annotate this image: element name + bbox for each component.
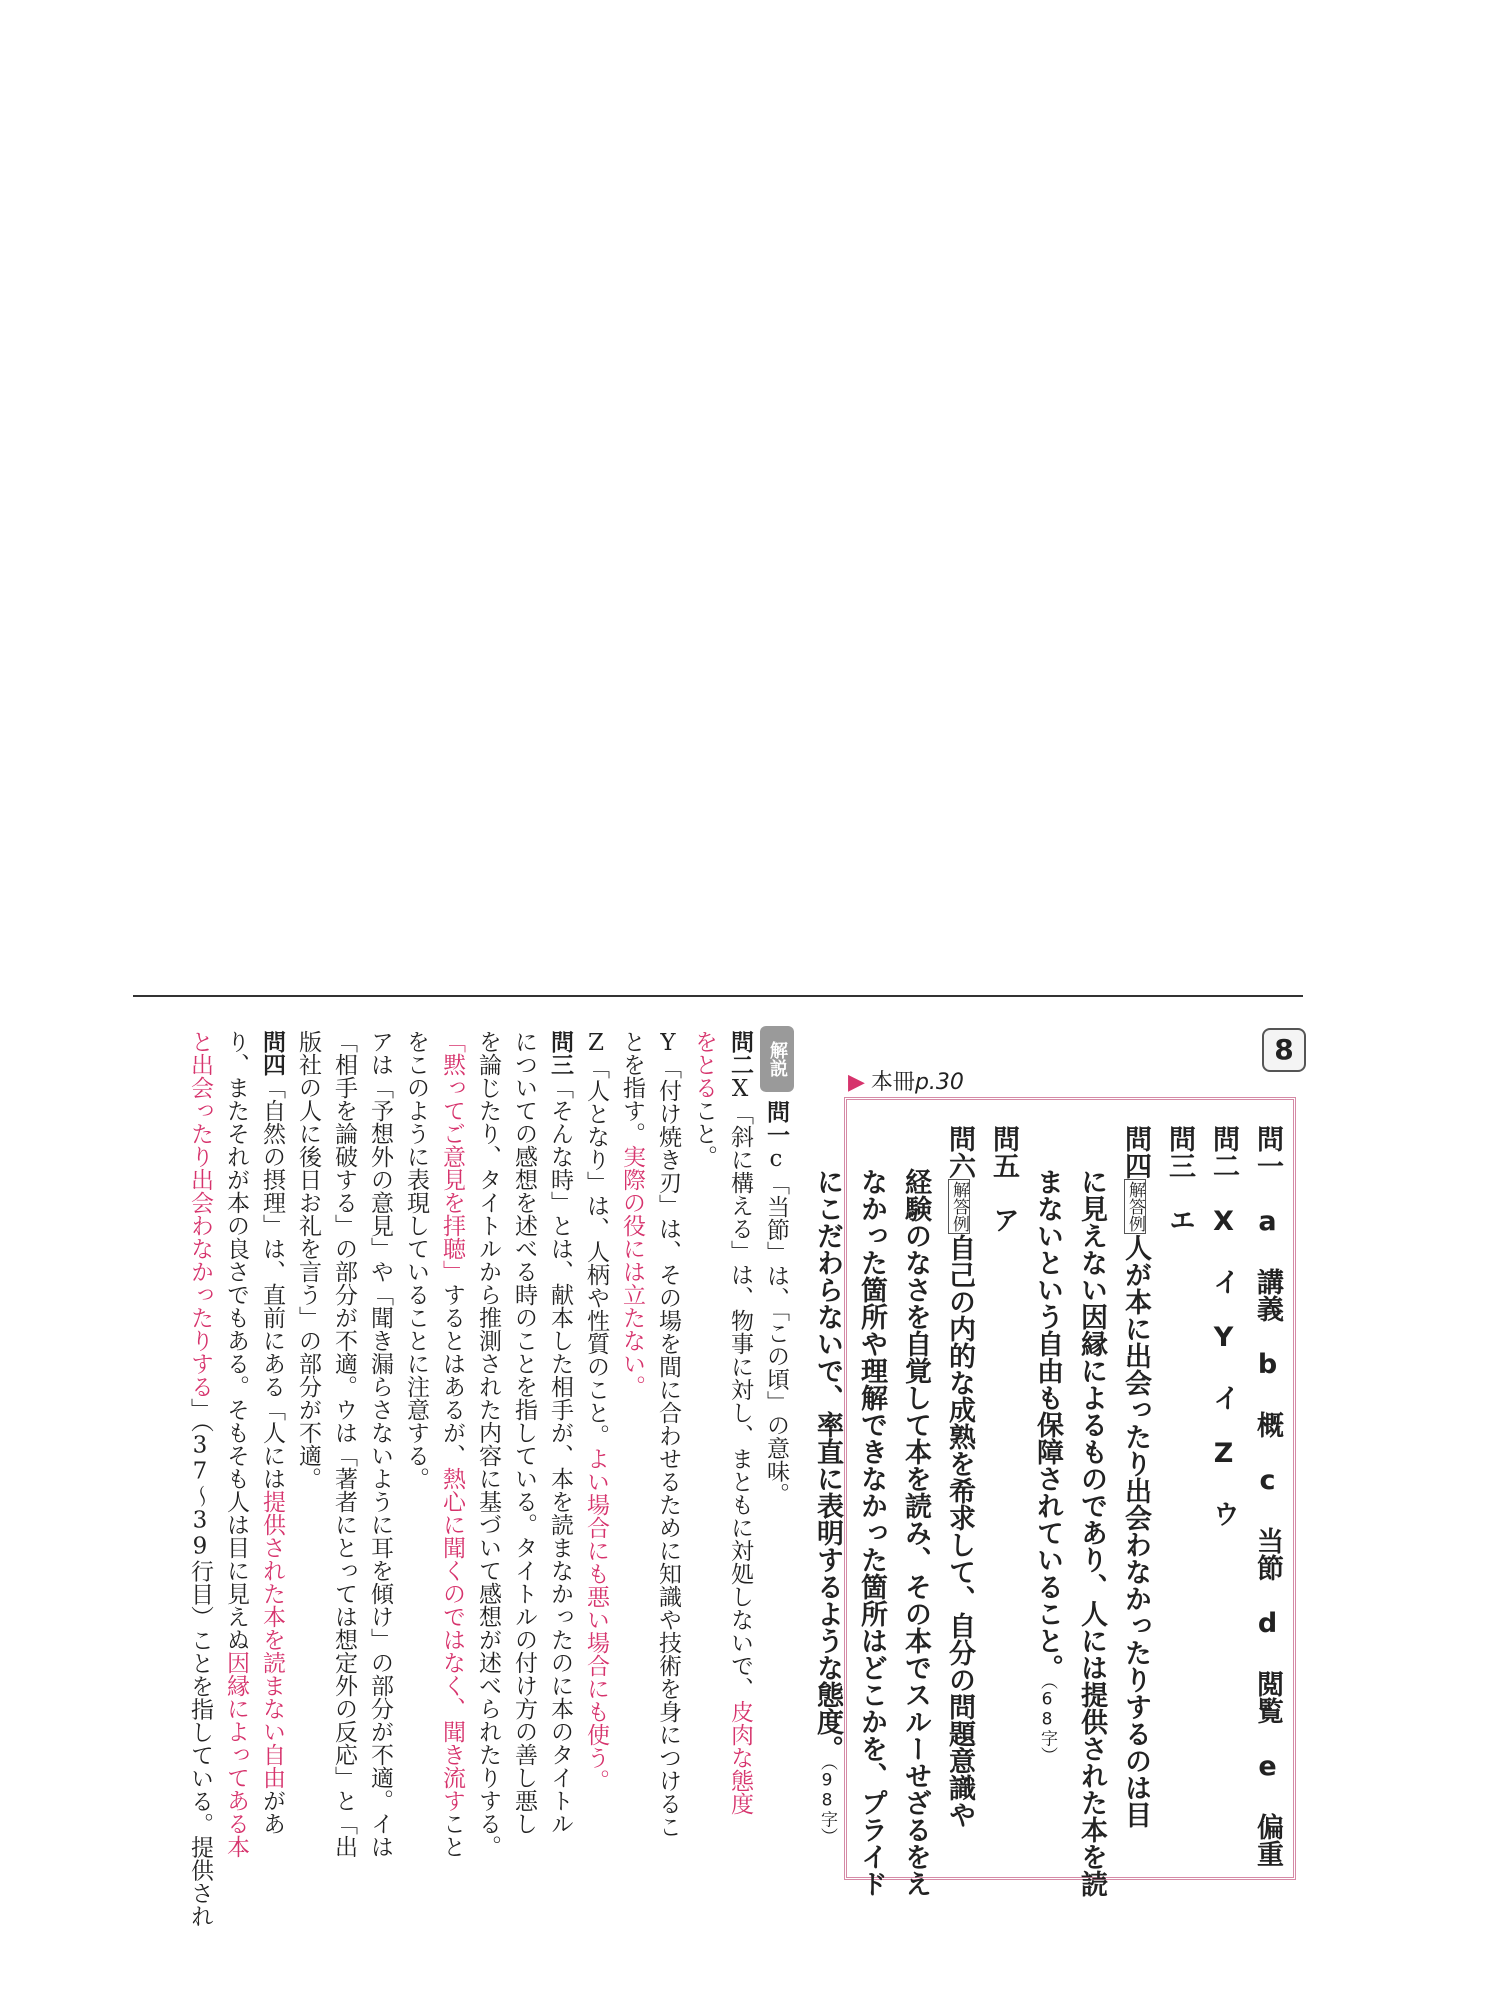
- char-count: （98字）: [817, 1762, 837, 1845]
- example-tag: 解答例: [1125, 1181, 1145, 1232]
- commentary-line: 「相手を論破する」の部分が不適。ウは「著者にとっては想定外の反応」と「出: [331, 1030, 357, 1858]
- commentary-line: をとること。: [691, 1030, 717, 1168]
- horizontal-rule: [133, 995, 1303, 997]
- commentary-line: についての感想を述べる時のことを指している。タイトルの付け方の善し悪し: [511, 1030, 537, 1835]
- commentary-line: 版社の人に後日お礼を言う」の部分が不適。: [295, 1030, 321, 1490]
- commentary-line: り、またそれが本の良さでもある。そもそも人は目に見えぬ因縁によってある本: [223, 1030, 249, 1858]
- answer-q3: 問三 エ: [1164, 1125, 1195, 1233]
- commentary-line: 問四「自然の摂理」は、直前にある「人には提供された本を読まない自由があ: [259, 1030, 285, 1835]
- commentary-line: 問二X「斜に構える」は、物事に対し、まともに対処しないで、皮肉な態度: [727, 1030, 753, 1815]
- char-count: （68字）: [1037, 1681, 1057, 1764]
- commentary-line: アは「予想外の意見」や「聞き漏らさないように耳を傾け」の部分が不適。イは: [367, 1030, 393, 1858]
- answer-q6-label: 問六: [944, 1125, 975, 1179]
- commentary-line: とを指す。実際の役には立たない。: [619, 1030, 645, 1398]
- answer-q4-label: 問四: [1120, 1125, 1151, 1179]
- commentary-line: をこのように表現していることに注意する。: [403, 1030, 429, 1490]
- answer-q6-line1: 問六解答例自己の内的な成熟を希求して、自分の問題意識や: [944, 1125, 975, 1828]
- answer-q6-line4: にこだわらないで、率直に表明するような態度。（98字）: [812, 1168, 843, 1845]
- answer-q6-line3: なかった箇所や理解できなかった箇所はどこかを、プライド: [856, 1168, 887, 1897]
- commentary-line: 問一c「当節」は、「この頃」の意味。: [763, 1100, 789, 1506]
- commentary-line: を論じたり、タイトルから推測された内容に基づいて感想が述べられたりする。: [475, 1030, 501, 1858]
- reference-label: [848, 1065, 964, 1095]
- commentary-line: 問三「そんな時」とは、献本した相手が、本を読まなかったのに本のタイトル: [547, 1030, 573, 1835]
- answer-q6-line2: 経験のなさを自覚して本を読み、その本でスルーせざるをえ: [900, 1168, 931, 1897]
- example-tag: 解答例: [949, 1181, 969, 1232]
- answer-q4-line1: 問四解答例人が本に出会ったり出会わなかったりするのは目: [1120, 1125, 1151, 1828]
- commentary-line: と出会ったり出会わなかったりする」（37〜39行目）ことを指している。提供され: [187, 1030, 213, 1928]
- answer-q4-line2: に見えない因縁によるものであり、人には提供された本を読: [1076, 1168, 1107, 1897]
- reference-page: p.30: [914, 1070, 964, 1095]
- answer-q5: 問五 ア: [988, 1125, 1019, 1233]
- commentary-line: Z「人となり」は、人柄や性質のこと。よい場合にも悪い場合にも使う。: [583, 1030, 609, 1792]
- commentary-tag: 解説: [760, 1026, 794, 1092]
- commentary-line: Y「付け焼き刃」は、その場を間に合わせるために知識や技術を身につけるこ: [655, 1030, 681, 1838]
- answer-q4-line3: まないという自由も保障されていること。（68字）: [1032, 1168, 1063, 1764]
- triangle-icon: ▶: [848, 1070, 865, 1095]
- answer-q2: 問二 X イ Y イ Z ウ: [1208, 1125, 1239, 1527]
- reference-book: 本冊: [870, 1070, 915, 1095]
- answer-q1: 問一 a 講義 b 概 c 当節 d 閲覧 e 偏重: [1252, 1125, 1283, 1867]
- commentary-line: 「黙ってご意見を拝聴」するとはあるが、熱心に聞くのではなく、聞き流すこと: [439, 1030, 465, 1858]
- section-number-badge: 8: [1262, 1028, 1306, 1072]
